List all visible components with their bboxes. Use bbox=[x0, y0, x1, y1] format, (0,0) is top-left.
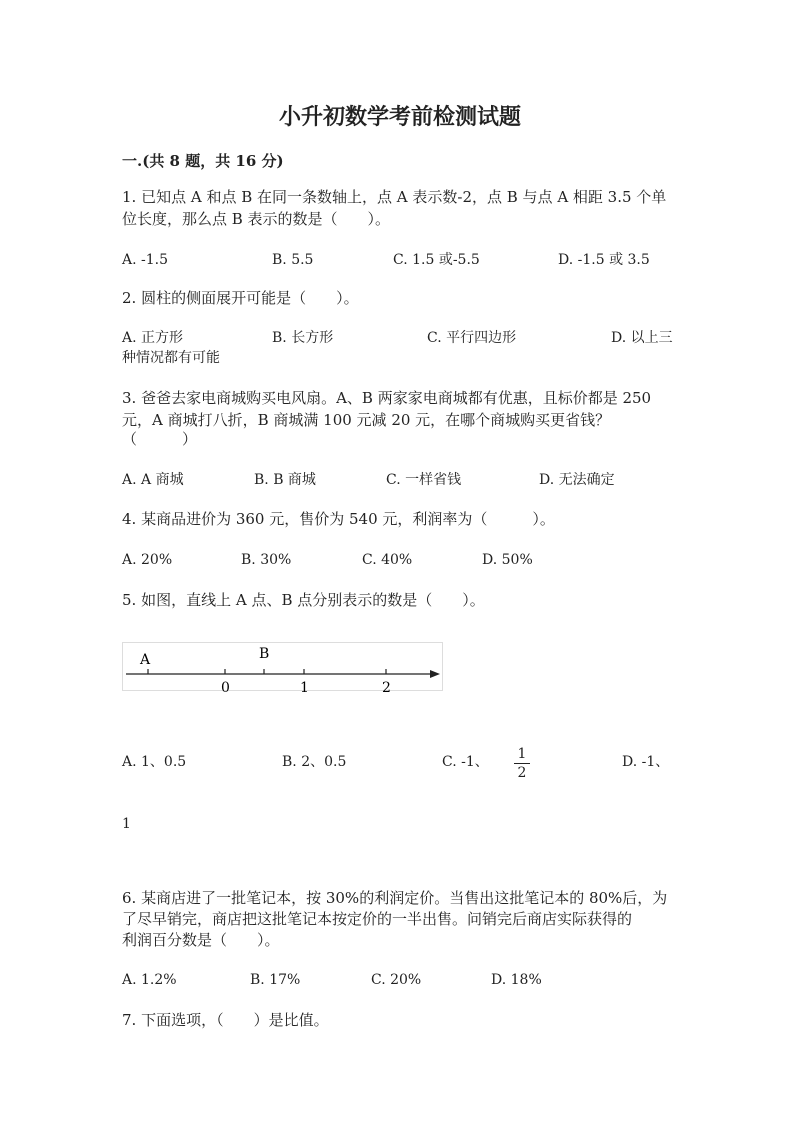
question-2-text-line-1: 2. 圆柱的侧面展开可能是（ ）。 bbox=[122, 289, 359, 307]
question-7-text-line-1: 7. 下面选项，（ ）是比值。 bbox=[122, 1011, 329, 1029]
option-c-fraction bbox=[514, 746, 530, 781]
arrow-head-icon bbox=[430, 670, 440, 678]
question-1-option-b: B. 5.5 bbox=[272, 252, 314, 268]
figure-border bbox=[123, 643, 443, 691]
tick-label-1: 1 bbox=[300, 680, 309, 696]
question-3-text-line-1: 3. 爸爸去家电商城购买电风扇。A、B 两家家电商城都有优惠，且标价都是 250 bbox=[122, 389, 652, 407]
question-6-text-line-2: 了尽早销完，商店把这批笔记本按定价的一半出售。问销完后商店实际获得的 bbox=[122, 910, 633, 928]
question-5-option-c: C. -1、 bbox=[442, 754, 489, 770]
question-3-text-line-2: 元，A 商城打八折，B 商城满 100 元减 20 元，在哪个商城购买更省钱？ bbox=[122, 411, 611, 429]
question-6-text-line-3: 利润百分数是（ ）。 bbox=[122, 931, 280, 949]
question-1-option-d: D. -1.5 或 3.5 bbox=[558, 252, 650, 268]
question-5-option-d: D. -1、 bbox=[622, 754, 670, 770]
question-2-option-d-line-2: 种情况都有可能 bbox=[122, 350, 220, 366]
question-3-option-b: B. B 商城 bbox=[254, 472, 316, 488]
section-heading: 一.(共 8 题，共 16 分) bbox=[122, 152, 284, 170]
question-4-option-d: D. 50% bbox=[482, 552, 533, 568]
question-2-option-a: A. 正方形 bbox=[122, 330, 184, 346]
point-a-label: A bbox=[140, 652, 151, 668]
question-6-text-line-1: 6. 某商店进了一批笔记本，按 30%的利润定价。当售出这批笔记本的 80%后，为 bbox=[122, 889, 668, 907]
question-1-option-a: A. -1.5 bbox=[122, 252, 169, 268]
question-4-option-c: C. 40% bbox=[362, 552, 413, 568]
question-6-option-b: B. 17% bbox=[250, 972, 301, 988]
question-1-option-c: C. 1.5 或-5.5 bbox=[393, 252, 480, 268]
fraction-bar bbox=[514, 763, 530, 764]
question-4-option-a: A. 20% bbox=[122, 552, 173, 568]
question-3-option-a: A. A 商城 bbox=[122, 472, 184, 488]
question-3-option-c: C. 一样省钱 bbox=[386, 472, 462, 488]
question-6-option-c: C. 20% bbox=[371, 972, 422, 988]
tick-label-0: 0 bbox=[221, 680, 230, 696]
question-5-option-d-line-2: 1 bbox=[122, 816, 131, 832]
point-b-label: B bbox=[259, 646, 270, 662]
question-6-option-a: A. 1.2% bbox=[122, 972, 177, 988]
question-1-text-line-1: 1. 已知点 A 和点 B 在同一条数轴上，点 A 表示数-2，点 B 与点 A 相距 3.5 个单 bbox=[122, 188, 667, 206]
question-1-text-line-2: 位长度，那么点 B 表示的数是（ ）。 bbox=[122, 210, 391, 228]
question-4-text-line-1: 4. 某商品进价为 360 元，售价为 540 元，利润率为（ ）。 bbox=[122, 510, 555, 528]
tick-label-2: 2 bbox=[382, 680, 391, 696]
question-2-option-b: B. 长方形 bbox=[272, 330, 334, 346]
question-5-text-line-1: 5. 如图，直线上 A 点、B 点分别表示的数是（ ）。 bbox=[122, 591, 485, 609]
question-3-option-d: D. 无法确定 bbox=[539, 472, 615, 488]
number-line-figure bbox=[122, 642, 444, 696]
question-6-option-d: D. 18% bbox=[491, 972, 542, 988]
fraction-numerator: 1 bbox=[517, 746, 527, 762]
question-5-option-b: B. 2、0.5 bbox=[282, 754, 347, 770]
question-5-option-a: A. 1、0.5 bbox=[122, 754, 187, 770]
question-2-option-d: D. 以上三 bbox=[611, 330, 673, 346]
question-3-text-line-3: （ ） bbox=[122, 430, 198, 448]
question-2-option-c: C. 平行四边形 bbox=[427, 330, 517, 346]
page-title: 小升初数学考前检测试题 bbox=[278, 104, 521, 130]
question-4-option-b: B. 30% bbox=[241, 552, 292, 568]
fraction-denominator: 2 bbox=[517, 765, 527, 781]
